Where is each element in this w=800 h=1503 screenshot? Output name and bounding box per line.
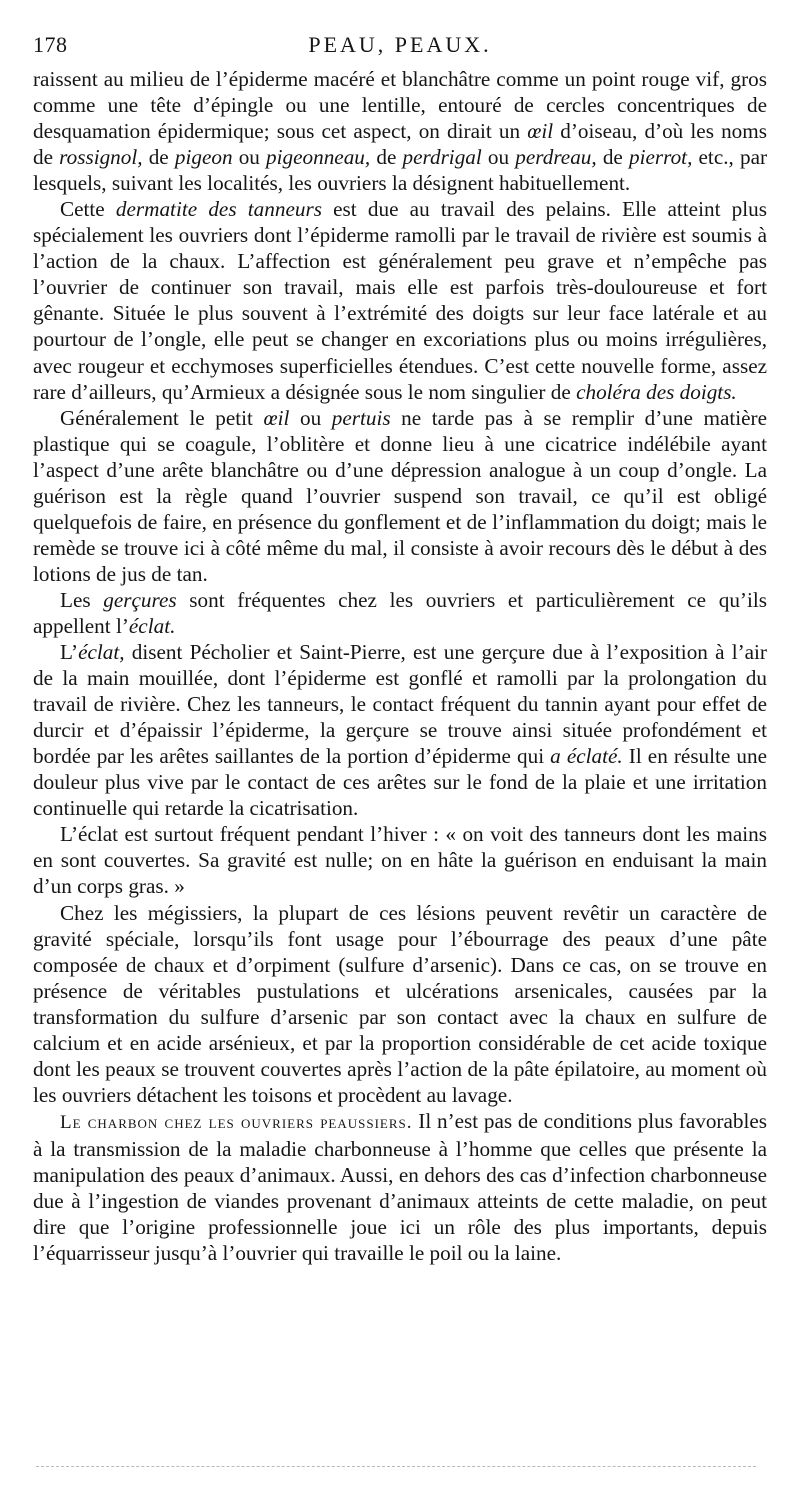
text-run: Les xyxy=(60,587,104,612)
text-run: ou xyxy=(232,145,267,170)
text-run: L’ xyxy=(60,640,79,665)
text-run: d’oiseau, d’où les noms de xyxy=(33,119,767,170)
italic-text: pigeonneau, xyxy=(266,145,371,170)
italic-text: pertuis xyxy=(331,405,391,430)
text-run: Généralement le petit xyxy=(60,405,264,430)
italic-text: pierrot, xyxy=(629,145,693,170)
text-run: raissent au milieu de l’épiderme macéré et blanchâtre comme un point rouge vif, gros comme une tête d’épingle ou une lentille, entouré de cercles concentriques de desquamation épidermique; sous cet aspect, on dirait un xyxy=(33,67,767,144)
text-run: est due au travail des pelains. Elle atteint plus spécialement les ouvriers dont l’épiderme ramolli par le travail de rivière est soumis à l’action de la chaux. L’affection est généralement peu grave et n’empêche pas l’ouvrier de continuer son travail, mais elle est parfois très-douloureuse et fort gênante. Située le plus souvent à l’extrémité des doigts sur leur face latérale et au pourtour de l’ongle, elle peut se changer en excoriations plus ou moins irrégulières, avec rougeur et ecchymoses superficielles étendues. C’est cette nouvelle forme, assez rare d’ailleurs, qu’Armieux a désignée sous le nom singulier de xyxy=(33,197,767,404)
section-heading: Le charbon chez les ouvriers peaussiers. xyxy=(60,1111,413,1133)
body-text xyxy=(33,66,767,1266)
paragraph xyxy=(33,587,767,639)
italic-text: dermatite des tanneurs xyxy=(115,197,322,222)
italic-text: perdreau, xyxy=(515,145,597,170)
italic-text: gerçures xyxy=(103,587,177,612)
paragraph xyxy=(33,1108,767,1266)
italic-text: éclat, xyxy=(78,640,125,665)
running-title: PEAU, PEAUX. xyxy=(308,32,492,57)
page-header xyxy=(33,30,767,60)
page-number: 178 xyxy=(33,32,68,57)
text-run: Il en résulte une douleur plus vive par le contact de ces arêtes sur le fond de la plaie et une irritation continuelle qui retarde la cicatrisation. xyxy=(33,744,767,821)
paragraph xyxy=(33,900,767,1108)
text-run: sont fréquentes chez les ouvriers et particulièrement ce qu’ils appellent l’ xyxy=(33,587,767,638)
text-run: ou xyxy=(289,405,332,430)
italic-text: pigeon xyxy=(174,145,233,170)
italic-text: éclat. xyxy=(128,613,176,638)
paragraph xyxy=(33,405,767,587)
paragraph xyxy=(33,821,767,899)
text-run: disent Pécholier et Saint-Pierre, est une gerçure due à l’exposition à l’air de la main mouillée, dont l’épiderme est gonflé et ramolli par la prolongation du travail de rivière. Chez les tanneurs, le contact fréquent du tannin ayant pour effet de durcir et d’épaissir l’épiderme, la gerçure se trouve ainsi située profondément et bordée par les arêtes saillantes de la portion d’épiderme qui xyxy=(33,640,767,769)
text-run: Il n’est pas de conditions plus favorables à la transmission de la maladie charbonneuse à l’homme que celles que présente la manipulation des peaux d’animaux. Aussi, en dehors des cas d’infection charbonneuse due à l’ingestion de viandes provenant d’animaux atteints de cette maladie, on peut dire que l’origine professionnelle joue ici un rôle des plus importants, depuis l’équarrisseur jusqu’à l’ouvrier qui travaille le poil ou la laine. xyxy=(33,1108,768,1266)
text-run: ou xyxy=(481,145,516,170)
italic-text: œil xyxy=(263,405,290,430)
bottom-rule xyxy=(36,1466,756,1467)
italic-text: perdrigal xyxy=(402,145,482,170)
text-run: de xyxy=(596,145,629,170)
paragraph xyxy=(33,196,767,404)
italic-text: rossignol, xyxy=(59,145,143,170)
text-run: Chez les mégissiers, la plupart de ces lésions peuvent revêtir un caractère de gravité spéciale, lorsqu’ils font usage pour l’ébourrage des peaux d’une pâte composée de chaux et d’orpiment (sulfure d’arsenic). Dans ce cas, on se trouve en présence de véritables pustulations et ulcérations arsenicales, causées par la transformation du sulfure d’arsenic par son contact avec la chaux en sulfure de calcium et en acide arsénieux, et par la proportion considérable de cet acide toxique dont les peaux se trouvent couvertes après l’action de la pâte épilatoire, au moment où les ouvriers détachent les toisons et procèdent au lavage. xyxy=(33,900,767,1107)
italic-text: œil xyxy=(527,119,554,144)
text-run: Cette xyxy=(60,197,116,222)
text-run: de xyxy=(370,145,403,170)
text-run: etc., par lesquels, suivant les localités, les ouvriers la désignent habituellement. xyxy=(33,145,768,196)
text-run: L’éclat est surtout fréquent pendant l’hiver : « on voit des tanneurs dont les mains en sont couvertes. Sa gravité est nulle; on en hâte la guérison en enduisant la main d’un corps gras. » xyxy=(33,822,767,899)
text-run: ne tarde pas à se remplir d’une matière plastique qui se coagule, l’oblitère et donne lieu à une cicatrice indélébile ayant l’aspect d’une arête blanchâtre ou d’une dépression analogue à un coup d’ongle. La guérison est la règle quand l’ouvrier suspend son travail, ce qu’il est obligé quelquefois de faire, en présence du gonflement et de l’inflammation du doigt; mais le remède se trouve ici à côté même du mal, il consiste à avoir recours dès le début à des lotions de jus de tan. xyxy=(33,405,767,586)
italic-text: a éclaté. xyxy=(550,744,623,769)
italic-text: choléra des doigts. xyxy=(576,379,737,404)
text-run: de xyxy=(142,145,175,170)
paragraph xyxy=(33,66,767,196)
paragraph xyxy=(33,639,767,821)
